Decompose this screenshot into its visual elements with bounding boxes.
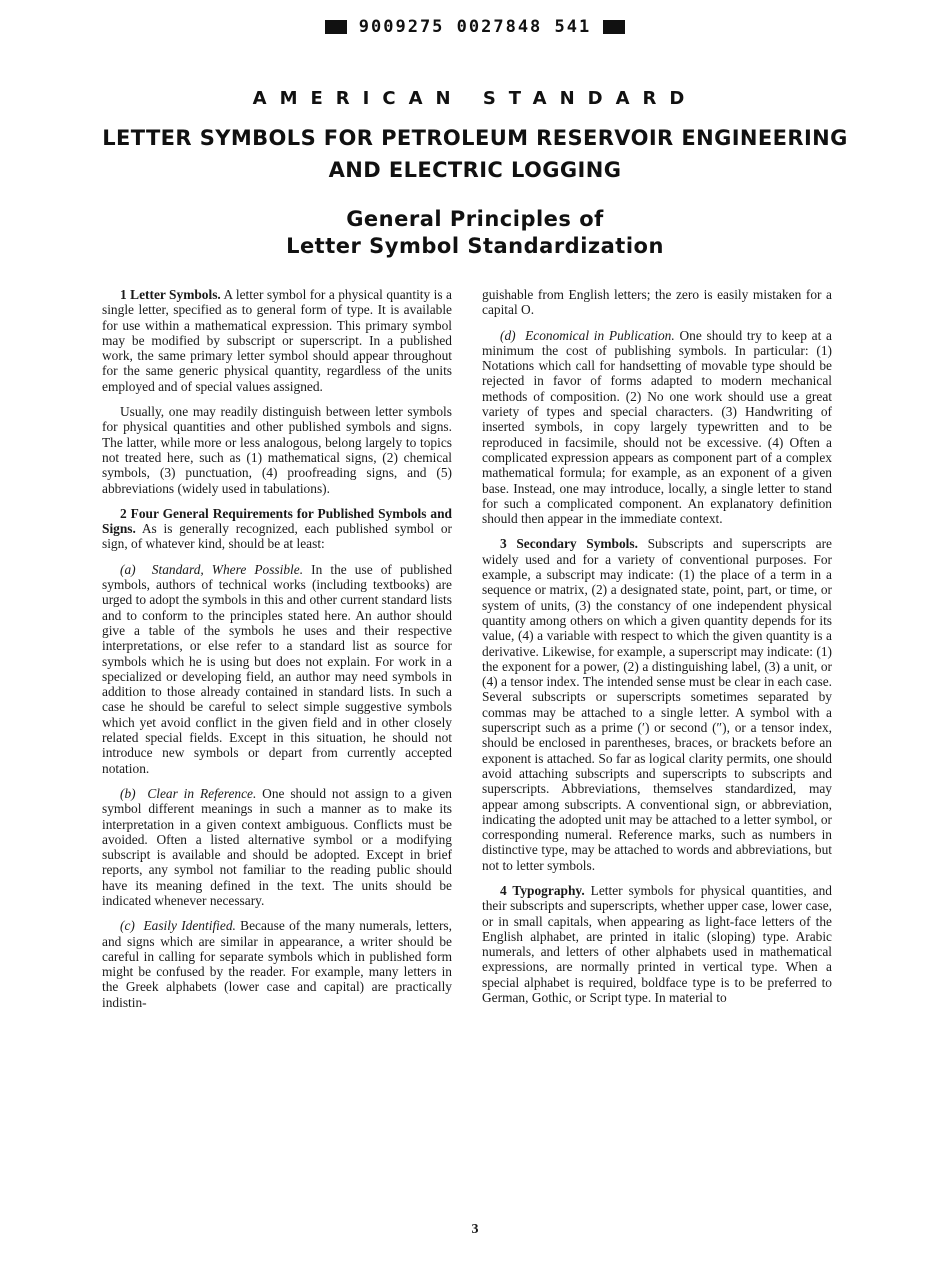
text-identified: Because of the many numerals, letters, and signs which are similar in appearance, a writer should be careful in calling for separate symbols which in published form might be confused by the reader. For example, many letters in the Greek alphabets (lower case and capital) are practically indistin- <box>102 918 452 1010</box>
title-identified: Easily Identified. <box>143 918 236 934</box>
barcode-block-left <box>325 20 347 34</box>
paragraph-identified-continued: guishable from English letters; the zero is easily mistaken for a capital O. <box>482 287 832 318</box>
text-typography: Letter symbols for physical quantities, and their subscripts and superscripts, whether upper case, lower case, or in small capitals, when appearing as light-face letters of the English alphabet, are printed in italic (sloping) type. Arabic numerals, and letters of other alphabets used in mathematical expressions, are normally printed in vertical type. When a special alphabet is required, boldface type is to be preferred to German, Gothic, or Script type. In material to <box>482 882 833 1006</box>
label-b: (b) <box>120 785 136 801</box>
paragraph-clear <box>102 786 452 908</box>
label-a: (a) <box>120 561 136 577</box>
heading-letter-symbols: 1 Letter Symbols. <box>120 287 221 302</box>
title-clear: Clear in Reference. <box>147 785 257 801</box>
paragraph-secondary-symbols <box>482 536 832 873</box>
title-economical: Economical in Publication. <box>525 327 675 343</box>
label-d: (d) <box>500 327 516 343</box>
paragraph-economical <box>482 328 832 527</box>
paragraph-general-requirements <box>102 506 452 552</box>
title-standard: Standard, Where Possible. <box>151 561 304 577</box>
paragraph-identified <box>102 918 452 1010</box>
barcode-number: 9009275 0027848 541 <box>358 17 592 37</box>
text-letter-symbols: A letter symbol for a physical quantity is a single letter, specified as to general form of type. It is available for use within a mathematical expression. This primary symbol may be modified by subscript or superscript. In a published work, the same primary letter symbol should appear throughout for the same generic physical quantity, regardless of the units employed and of special values assigned. <box>102 287 452 394</box>
heading-typography: 4 Typography. <box>500 882 585 898</box>
page-number: 3 <box>471 1222 479 1237</box>
paragraph-typography <box>482 883 832 1005</box>
heading-general-requirements: 2 Four General Requirements for Published Symbols and Signs. <box>102 505 452 537</box>
section-subtitle-line2: Letter Symbol Standardization <box>286 234 664 258</box>
heading-secondary-symbols: 3 Secondary Symbols. <box>500 536 638 552</box>
text-general-requirements: As is generally recognized, each published symbol or sign, of whatever kind, should be at least: <box>102 521 452 552</box>
text-clear: One should not assign to a given symbol different meanings in such a manner as to make its interpretation in a given context ambiguous. Conflicts must be avoided. Often a listed alternative symbol or a modifying subscript is available and should be adopted. Except in brief reports, any symbol not familiar to the reading public should have its meaning defined in the text. The units should be indicated whenever necessary. <box>102 785 452 908</box>
document-title-line2: AND ELECTRIC LOGGING <box>328 158 622 182</box>
paragraph-standard <box>102 562 452 776</box>
barcode-block-right <box>603 20 625 34</box>
document-title-line1: LETTER SYMBOLS FOR PETROLEUM RESERVOIR ENGINEERING <box>102 126 848 150</box>
barcode <box>0 17 950 37</box>
paragraph-letter-symbols <box>102 287 452 394</box>
section-subtitle-line1: General Principles of <box>346 207 604 231</box>
paragraph-distinguish: Usually, one may readily distinguish between letter symbols for physical quantities and other published symbols and signs. The latter, while more or less analogous, belong largely to topics not treated here, such as (1) mathematical signs, (2) chemical symbols, (3) punctuation, (4) proofreading signs, and (5) abbreviations (widely used in tabulations). <box>102 404 452 496</box>
standard-heading: AMERICAN STANDARD <box>252 88 698 109</box>
text-economical: One should try to keep at a minimum the cost of publishing symbols. In particular: (1) Notations which call for handsetting of movable type should be rejected in favor of forms adapted to modern mechanical methods of composition. (2) No one work should use a great variety of types and special characters. (3) Handwriting of inserted symbols, in copy largely typewritten and to be reproduced in facsimile, should not be excessive. (4) Often a complicated expression appears as component part of a complex mathematical formula; for example, as an exponent of a given base. Instead, one may introduce, locally, a single letter to stand for such a complicated component. An explanatory definition should then appear in the immediate context. <box>482 327 832 527</box>
text-secondary-symbols: Subscripts and superscripts are widely used and for a variety of conventional purposes. For example, a subscript may indicate: (1) the place of a term in a sequence or matrix, (2) a designated state, point, part, or time, or system of units, (3) the constancy of one independent physical quantity among others on which a given quantity depends for its value, (4) a variable with respect to which the given quantity is a derivative. Likewise, for example, a superscript may indicate: (1) the exponent for a power, (2) a distinguishing label, (3) a unit, or (4) a tensor index. The intended sense must be clear in each case. Several subscripts or superscripts sometimes separated by commas may be attached to a single letter. A symbol with a superscript such as a prime (′) or second (″), or a tensor index, should be enclosed in parentheses, braces, or brackets before an exponent is attached. So far as logical clarity permits, one should avoid attaching subscripts and superscripts to subscripts and superscripts. Abbreviations, themselves standardized, may appear among subscripts. A conventional sign, or abbreviation, indicating the adopted unit may be attached to a letter symbol, or corresponding numeral. Reference marks, such as numbers in distinctive type, may be attached to words and abbreviations, but not to letter symbols. <box>482 536 832 873</box>
right-column <box>482 287 832 1015</box>
left-column <box>102 287 452 1020</box>
label-c: (c) <box>120 918 135 934</box>
text-standard: In the use of published symbols, authors of technical works (including textbooks) are urged to adopt the symbols in this and other current standard lists and to conform to the principles stated here. An author should give a table of the symbols he uses and their respective interpretations, or else refer to a standard list as source for symbols which he is using but does not explain. For work in a specialized or developing field, an author may need symbols in addition to those already contained in standard lists. In such a case he should be careful to select simple suggestive symbols which yet avoid conflict in the given field and in other closely related special fields. Except in this situation, he should not introduce new symbols or depart from currently accepted notation. <box>102 561 453 776</box>
